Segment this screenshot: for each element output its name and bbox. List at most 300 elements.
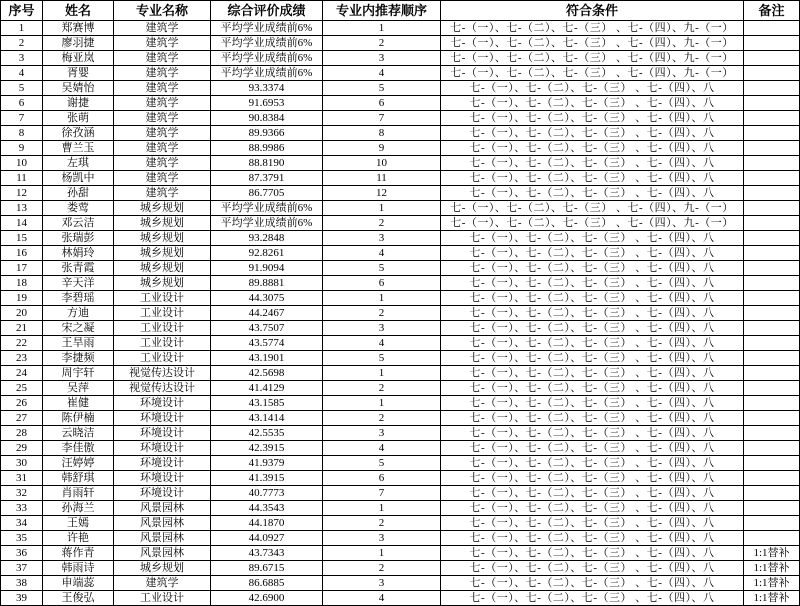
cell-score: 44.2467 xyxy=(211,306,323,321)
cell-major: 环境设计 xyxy=(114,396,211,411)
cell-major: 建筑学 xyxy=(114,141,211,156)
cell-name: 申端蕊 xyxy=(43,576,114,591)
cell-note xyxy=(744,171,800,186)
cell-name: 辛天洋 xyxy=(43,276,114,291)
cell-index: 34 xyxy=(1,516,43,531)
cell-conditions: 七-（一）、七-（二）、七-（三） 、七-（四）、八 xyxy=(441,426,744,441)
cell-order: 5 xyxy=(323,81,441,96)
cell-score: 43.1414 xyxy=(211,411,323,426)
table-row xyxy=(1,411,800,426)
cell-major: 建筑学 xyxy=(114,186,211,201)
cell-order: 2 xyxy=(323,381,441,396)
cell-index: 32 xyxy=(1,486,43,501)
cell-major: 工业设计 xyxy=(114,306,211,321)
cell-major: 城乡规划 xyxy=(114,216,211,231)
cell-major: 视觉传达设计 xyxy=(114,381,211,396)
cell-conditions: 七-（一）、七-（二）、七-（三） 、七-（四）、八 xyxy=(441,546,744,561)
table-row xyxy=(1,306,800,321)
cell-major: 环境设计 xyxy=(114,471,211,486)
cell-note xyxy=(744,231,800,246)
cell-index: 10 xyxy=(1,156,43,171)
cell-score: 40.7773 xyxy=(211,486,323,501)
cell-note xyxy=(744,246,800,261)
column-header-note: 备注 xyxy=(744,1,800,21)
cell-conditions: 七-（一）、七-（二）、七-（三） 、七-（四）、八 xyxy=(441,126,744,141)
cell-note xyxy=(744,351,800,366)
table-row xyxy=(1,486,800,501)
cell-score: 93.2848 xyxy=(211,231,323,246)
table-row xyxy=(1,246,800,261)
cell-name: 李佳傲 xyxy=(43,441,114,456)
cell-name: 陈伊楠 xyxy=(43,411,114,426)
cell-order: 1 xyxy=(323,501,441,516)
cell-order: 4 xyxy=(323,441,441,456)
cell-name: 李捷频 xyxy=(43,351,114,366)
cell-index: 36 xyxy=(1,546,43,561)
cell-order: 2 xyxy=(323,561,441,576)
cell-index: 29 xyxy=(1,441,43,456)
cell-conditions: 七-（一）、七-（二）、七-（三） 、七-（四）、八 xyxy=(441,306,744,321)
cell-name: 廖羽捷 xyxy=(43,36,114,51)
column-header-index: 序号 xyxy=(1,1,43,21)
table-row xyxy=(1,186,800,201)
cell-score: 90.8384 xyxy=(211,111,323,126)
cell-conditions: 七-（一）、七-（二）、七-（三） 、七-（四）、九-（一） xyxy=(441,36,744,51)
cell-score: 41.9379 xyxy=(211,456,323,471)
cell-score: 42.5698 xyxy=(211,366,323,381)
cell-note xyxy=(744,366,800,381)
cell-conditions: 七-（一）、七-（二）、七-（三） 、七-（四）、九-（一） xyxy=(441,216,744,231)
cell-conditions: 七-（一）、七-（二）、七-（三） 、七-（四）、八 xyxy=(441,576,744,591)
table-row xyxy=(1,126,800,141)
cell-note: 1:1替补 xyxy=(744,546,800,561)
cell-score: 平均学业成绩前6% xyxy=(211,201,323,216)
cell-score: 89.8881 xyxy=(211,276,323,291)
cell-order: 1 xyxy=(323,546,441,561)
cell-conditions: 七-（一）、七-（二）、七-（三） 、七-（四）、八 xyxy=(441,81,744,96)
table-row xyxy=(1,261,800,276)
cell-name: 韩雨诗 xyxy=(43,561,114,576)
cell-major: 建筑学 xyxy=(114,156,211,171)
table-row xyxy=(1,156,800,171)
cell-index: 13 xyxy=(1,201,43,216)
cell-major: 工业设计 xyxy=(114,321,211,336)
table-row xyxy=(1,291,800,306)
table-row xyxy=(1,21,800,36)
cell-index: 12 xyxy=(1,186,43,201)
cell-score: 42.5535 xyxy=(211,426,323,441)
cell-conditions: 七-（一）、七-（二）、七-（三） 、七-（四）、八 xyxy=(441,141,744,156)
cell-order: 6 xyxy=(323,276,441,291)
cell-order: 1 xyxy=(323,366,441,381)
cell-major: 环境设计 xyxy=(114,441,211,456)
cell-score: 91.6953 xyxy=(211,96,323,111)
cell-order: 10 xyxy=(323,156,441,171)
cell-note xyxy=(744,501,800,516)
cell-conditions: 七-（一）、七-（二）、七-（三） 、七-（四）、八 xyxy=(441,471,744,486)
table-row xyxy=(1,546,800,561)
cell-note xyxy=(744,21,800,36)
cell-order: 1 xyxy=(323,201,441,216)
cell-index: 35 xyxy=(1,531,43,546)
cell-score: 42.3915 xyxy=(211,441,323,456)
cell-name: 梅亚岚 xyxy=(43,51,114,66)
cell-name: 方迪 xyxy=(43,306,114,321)
cell-conditions: 七-（一）、七-（二）、七-（三） 、七-（四）、八 xyxy=(441,501,744,516)
table-row xyxy=(1,471,800,486)
cell-order: 3 xyxy=(323,576,441,591)
cell-major: 建筑学 xyxy=(114,171,211,186)
cell-major: 工业设计 xyxy=(114,591,211,606)
cell-name: 吴萍 xyxy=(43,381,114,396)
cell-score: 平均学业成绩前6% xyxy=(211,66,323,81)
cell-index: 14 xyxy=(1,216,43,231)
cell-index: 17 xyxy=(1,261,43,276)
cell-name: 吴婧怡 xyxy=(43,81,114,96)
cell-conditions: 七-（一）、七-（二）、七-（三） 、七-（四）、八 xyxy=(441,411,744,426)
cell-index: 27 xyxy=(1,411,43,426)
cell-order: 3 xyxy=(323,426,441,441)
cell-conditions: 七-（一）、七-（二）、七-（三） 、七-（四）、八 xyxy=(441,396,744,411)
header-row xyxy=(1,1,800,21)
cell-index: 30 xyxy=(1,456,43,471)
cell-score: 87.3791 xyxy=(211,171,323,186)
column-header-conditions: 符合条件 xyxy=(441,1,744,21)
cell-score: 平均学业成绩前6% xyxy=(211,21,323,36)
cell-order: 4 xyxy=(323,66,441,81)
column-header-major: 专业名称 xyxy=(114,1,211,21)
cell-note xyxy=(744,336,800,351)
cell-major: 城乡规划 xyxy=(114,561,211,576)
cell-note xyxy=(744,141,800,156)
cell-order: 1 xyxy=(323,396,441,411)
cell-conditions: 七-（一）、七-（二）、七-（三） 、七-（四）、九-（一） xyxy=(441,51,744,66)
cell-index: 21 xyxy=(1,321,43,336)
cell-name: 林娟玲 xyxy=(43,246,114,261)
cell-note: 1:1替补 xyxy=(744,561,800,576)
cell-order: 2 xyxy=(323,306,441,321)
cell-name: 蒋作青 xyxy=(43,546,114,561)
cell-name: 李碧瑶 xyxy=(43,291,114,306)
cell-score: 86.6885 xyxy=(211,576,323,591)
table-row xyxy=(1,456,800,471)
cell-major: 建筑学 xyxy=(114,21,211,36)
cell-conditions: 七-（一）、七-（二）、七-（三） 、七-（四）、八 xyxy=(441,321,744,336)
cell-score: 44.3543 xyxy=(211,501,323,516)
cell-order: 5 xyxy=(323,456,441,471)
cell-score: 43.1901 xyxy=(211,351,323,366)
cell-name: 娄莺 xyxy=(43,201,114,216)
cell-note xyxy=(744,201,800,216)
table-row xyxy=(1,591,800,606)
table-row xyxy=(1,51,800,66)
cell-index: 28 xyxy=(1,426,43,441)
cell-note: 1:1替补 xyxy=(744,591,800,606)
cell-name: 徐孜涵 xyxy=(43,126,114,141)
cell-order: 6 xyxy=(323,96,441,111)
cell-note xyxy=(744,306,800,321)
cell-conditions: 七-（一）、七-（二）、七-（三） 、七-（四）、八 xyxy=(441,366,744,381)
cell-note xyxy=(744,186,800,201)
cell-order: 2 xyxy=(323,411,441,426)
cell-score: 93.3374 xyxy=(211,81,323,96)
cell-name: 杨凯中 xyxy=(43,171,114,186)
cell-index: 31 xyxy=(1,471,43,486)
cell-conditions: 七-（一）、七-（二）、七-（三） 、七-（四）、八 xyxy=(441,231,744,246)
cell-note xyxy=(744,381,800,396)
cell-major: 城乡规划 xyxy=(114,201,211,216)
cell-major: 建筑学 xyxy=(114,36,211,51)
column-header-name: 姓名 xyxy=(43,1,114,21)
cell-score: 41.3915 xyxy=(211,471,323,486)
cell-index: 22 xyxy=(1,336,43,351)
cell-index: 6 xyxy=(1,96,43,111)
cell-score: 42.6900 xyxy=(211,591,323,606)
cell-name: 左琪 xyxy=(43,156,114,171)
table-row xyxy=(1,381,800,396)
cell-major: 视觉传达设计 xyxy=(114,366,211,381)
table-body xyxy=(1,21,800,606)
cell-major: 建筑学 xyxy=(114,81,211,96)
cell-order: 6 xyxy=(323,471,441,486)
table-row xyxy=(1,216,800,231)
cell-name: 张瑞彭 xyxy=(43,231,114,246)
cell-conditions: 七-（一）、七-（二）、七-（三） 、七-（四）、九-（一） xyxy=(441,21,744,36)
cell-name: 韩舒琪 xyxy=(43,471,114,486)
table-row xyxy=(1,351,800,366)
cell-note xyxy=(744,411,800,426)
cell-conditions: 七-（一）、七-（二）、七-（三） 、七-（四）、八 xyxy=(441,336,744,351)
cell-index: 38 xyxy=(1,576,43,591)
cell-note xyxy=(744,321,800,336)
cell-name: 邓云洁 xyxy=(43,216,114,231)
cell-note xyxy=(744,516,800,531)
cell-conditions: 七-（一）、七-（二）、七-（三） 、七-（四）、八 xyxy=(441,111,744,126)
cell-note xyxy=(744,111,800,126)
cell-major: 环境设计 xyxy=(114,411,211,426)
table-row xyxy=(1,576,800,591)
cell-note xyxy=(744,426,800,441)
table-row xyxy=(1,426,800,441)
cell-score: 43.7507 xyxy=(211,321,323,336)
cell-name: 孙甜 xyxy=(43,186,114,201)
cell-conditions: 七-（一）、七-（二）、七-（三） 、七-（四）、八 xyxy=(441,351,744,366)
cell-index: 24 xyxy=(1,366,43,381)
cell-order: 11 xyxy=(323,171,441,186)
cell-order: 1 xyxy=(323,21,441,36)
column-header-order: 专业内推荐顺序 xyxy=(323,1,441,21)
cell-conditions: 七-（一）、七-（二）、七-（三） 、七-（四）、八 xyxy=(441,486,744,501)
cell-name: 肖雨轩 xyxy=(43,486,114,501)
cell-score: 43.5774 xyxy=(211,336,323,351)
cell-score: 89.9366 xyxy=(211,126,323,141)
cell-name: 云晓洁 xyxy=(43,426,114,441)
cell-name: 胥婴 xyxy=(43,66,114,81)
cell-order: 2 xyxy=(323,516,441,531)
cell-major: 环境设计 xyxy=(114,426,211,441)
cell-name: 王嫣 xyxy=(43,516,114,531)
cell-major: 城乡规划 xyxy=(114,231,211,246)
cell-note xyxy=(744,216,800,231)
cell-name: 王旱雨 xyxy=(43,336,114,351)
table-row xyxy=(1,36,800,51)
cell-conditions: 七-（一）、七-（二）、七-（三） 、七-（四）、八 xyxy=(441,381,744,396)
table-row xyxy=(1,81,800,96)
cell-major: 建筑学 xyxy=(114,66,211,81)
column-header-score: 综合评价成绩 xyxy=(211,1,323,21)
table-row xyxy=(1,96,800,111)
cell-index: 5 xyxy=(1,81,43,96)
cell-note xyxy=(744,261,800,276)
cell-order: 5 xyxy=(323,351,441,366)
cell-major: 环境设计 xyxy=(114,486,211,501)
cell-index: 1 xyxy=(1,21,43,36)
cell-index: 23 xyxy=(1,351,43,366)
cell-name: 崔健 xyxy=(43,396,114,411)
cell-score: 平均学业成绩前6% xyxy=(211,36,323,51)
table-row xyxy=(1,561,800,576)
cell-score: 44.0927 xyxy=(211,531,323,546)
table-row xyxy=(1,276,800,291)
cell-order: 8 xyxy=(323,126,441,141)
cell-note xyxy=(744,276,800,291)
cell-order: 3 xyxy=(323,531,441,546)
cell-index: 15 xyxy=(1,231,43,246)
cell-major: 工业设计 xyxy=(114,336,211,351)
table-row xyxy=(1,231,800,246)
cell-conditions: 七-（一）、七-（二）、七-（三） 、七-（四）、八 xyxy=(441,516,744,531)
cell-name: 汪婷婷 xyxy=(43,456,114,471)
cell-conditions: 七-（一）、七-（二）、七-（三） 、七-（四）、八 xyxy=(441,456,744,471)
cell-order: 1 xyxy=(323,291,441,306)
cell-index: 2 xyxy=(1,36,43,51)
cell-index: 33 xyxy=(1,501,43,516)
table-row xyxy=(1,366,800,381)
cell-name: 周宇轩 xyxy=(43,366,114,381)
cell-order: 3 xyxy=(323,51,441,66)
cell-index: 26 xyxy=(1,396,43,411)
cell-major: 风景园林 xyxy=(114,546,211,561)
cell-index: 37 xyxy=(1,561,43,576)
cell-order: 3 xyxy=(323,321,441,336)
cell-name: 许艳 xyxy=(43,531,114,546)
cell-index: 16 xyxy=(1,246,43,261)
cell-major: 城乡规划 xyxy=(114,276,211,291)
cell-index: 20 xyxy=(1,306,43,321)
cell-major: 风景园林 xyxy=(114,516,211,531)
cell-index: 11 xyxy=(1,171,43,186)
cell-order: 4 xyxy=(323,591,441,606)
cell-conditions: 七-（一）、七-（二）、七-（三） 、七-（四）、八 xyxy=(441,441,744,456)
cell-major: 建筑学 xyxy=(114,111,211,126)
cell-note xyxy=(744,66,800,81)
cell-note xyxy=(744,396,800,411)
cell-score: 88.8190 xyxy=(211,156,323,171)
table-row xyxy=(1,531,800,546)
table-row xyxy=(1,141,800,156)
cell-score: 41.4129 xyxy=(211,381,323,396)
cell-major: 建筑学 xyxy=(114,51,211,66)
cell-major: 建筑学 xyxy=(114,126,211,141)
cell-score: 92.8261 xyxy=(211,246,323,261)
cell-score: 44.3075 xyxy=(211,291,323,306)
cell-note xyxy=(744,156,800,171)
cell-order: 2 xyxy=(323,36,441,51)
cell-order: 7 xyxy=(323,486,441,501)
cell-conditions: 七-（一）、七-（二）、七-（三） 、七-（四）、八 xyxy=(441,156,744,171)
cell-index: 4 xyxy=(1,66,43,81)
cell-order: 12 xyxy=(323,186,441,201)
cell-score: 平均学业成绩前6% xyxy=(211,51,323,66)
cell-index: 7 xyxy=(1,111,43,126)
cell-order: 4 xyxy=(323,246,441,261)
cell-order: 9 xyxy=(323,141,441,156)
cell-conditions: 七-（一）、七-（二）、七-（三） 、七-（四）、八 xyxy=(441,96,744,111)
cell-conditions: 七-（一）、七-（二）、七-（三） 、七-（四）、八 xyxy=(441,246,744,261)
cell-score: 91.9094 xyxy=(211,261,323,276)
cell-major: 建筑学 xyxy=(114,96,211,111)
cell-conditions: 七-（一）、七-（二）、七-（三） 、七-（四）、八 xyxy=(441,276,744,291)
cell-index: 3 xyxy=(1,51,43,66)
cell-note xyxy=(744,291,800,306)
cell-score: 平均学业成绩前6% xyxy=(211,216,323,231)
cell-score: 88.9986 xyxy=(211,141,323,156)
cell-note xyxy=(744,96,800,111)
cell-conditions: 七-（一）、七-（二）、七-（三） 、七-（四）、八 xyxy=(441,171,744,186)
cell-note xyxy=(744,441,800,456)
cell-name: 王俊弘 xyxy=(43,591,114,606)
table-row xyxy=(1,201,800,216)
table-row xyxy=(1,501,800,516)
cell-major: 城乡规划 xyxy=(114,246,211,261)
cell-note xyxy=(744,36,800,51)
cell-note xyxy=(744,456,800,471)
table-row xyxy=(1,396,800,411)
cell-name: 曹兰玉 xyxy=(43,141,114,156)
cell-score: 86.7705 xyxy=(211,186,323,201)
cell-name: 张萌 xyxy=(43,111,114,126)
cell-conditions: 七-（一）、七-（二）、七-（三） 、七-（四）、八 xyxy=(441,591,744,606)
cell-order: 3 xyxy=(323,231,441,246)
cell-score: 43.7343 xyxy=(211,546,323,561)
cell-score: 44.1870 xyxy=(211,516,323,531)
cell-major: 城乡规划 xyxy=(114,261,211,276)
cell-name: 谢捷 xyxy=(43,96,114,111)
cell-name: 孙海兰 xyxy=(43,501,114,516)
cell-conditions: 七-（一）、七-（二）、七-（三） 、七-（四）、八 xyxy=(441,186,744,201)
cell-name: 宋之凝 xyxy=(43,321,114,336)
cell-note xyxy=(744,486,800,501)
table-row xyxy=(1,111,800,126)
table-header xyxy=(1,1,800,21)
cell-name: 郑赛博 xyxy=(43,21,114,36)
table-row xyxy=(1,516,800,531)
cell-note: 1:1替补 xyxy=(744,576,800,591)
cell-conditions: 七-（一）、七-（二）、七-（三） 、七-（四）、八 xyxy=(441,531,744,546)
cell-index: 39 xyxy=(1,591,43,606)
cell-conditions: 七-（一）、七-（二）、七-（三） 、七-（四）、九-（一） xyxy=(441,66,744,81)
cell-name: 张青霞 xyxy=(43,261,114,276)
cell-note xyxy=(744,81,800,96)
table-row xyxy=(1,66,800,81)
cell-major: 工业设计 xyxy=(114,291,211,306)
cell-order: 4 xyxy=(323,336,441,351)
cell-index: 8 xyxy=(1,126,43,141)
cell-major: 建筑学 xyxy=(114,576,211,591)
table-row xyxy=(1,321,800,336)
cell-score: 43.1585 xyxy=(211,396,323,411)
cell-order: 5 xyxy=(323,261,441,276)
